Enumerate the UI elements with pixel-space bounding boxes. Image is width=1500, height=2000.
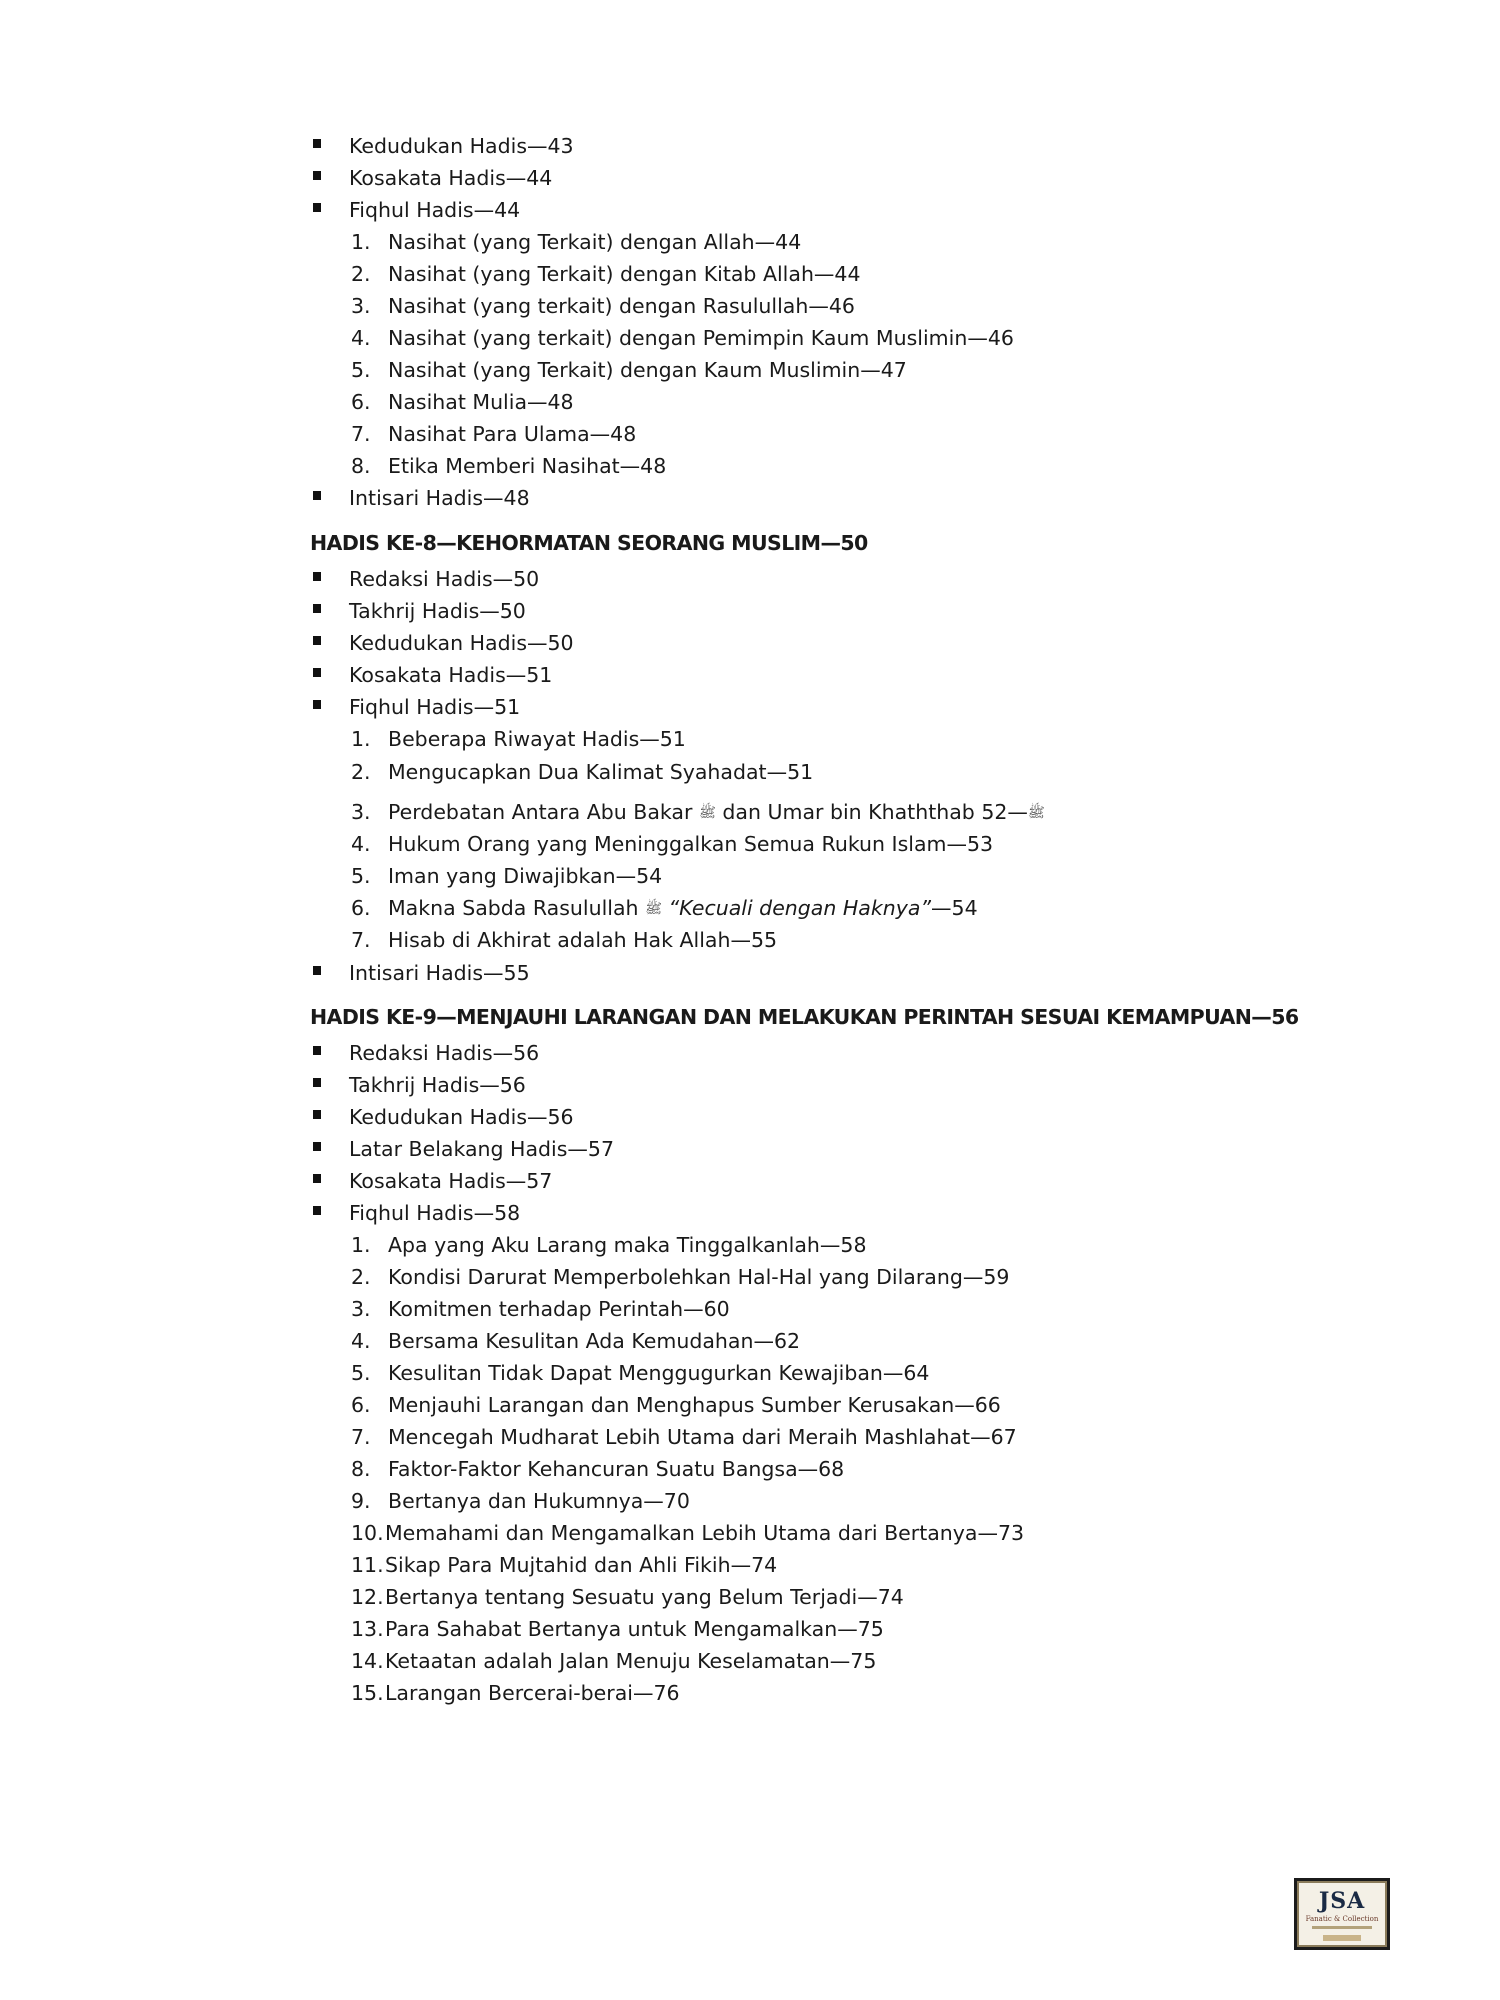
bullet-icon [313,636,321,645]
bullet-icon [313,700,321,709]
bullet-icon [313,604,321,613]
logo-frame [1297,1881,1387,1947]
bullet-icon [313,572,321,581]
bullet-icon [313,1142,321,1151]
logo-mark: JSA [1318,1888,1366,1914]
honorific-glyph: ﷺ [645,901,662,917]
bullet-icon [313,139,321,148]
honorific-glyph: ﷺ [1027,805,1045,821]
logo-subtitle: Fanatic & Collection [1305,1915,1379,1923]
logo-stand [1323,1935,1361,1941]
bullet-icon [313,1174,321,1183]
bullet-icon [313,203,321,212]
section-heading: HADIS KE-8—KEHORMATAN SEORANG MUSLIM—50 [310,531,868,555]
bullet-icon [313,966,321,975]
honorific-glyph: ﷺ [698,805,716,821]
bullet-icon [313,668,321,677]
bullet-icon [313,171,321,180]
bullet-icon [313,1046,321,1055]
section-heading: HADIS KE-9—MENJAUHI LARANGAN DAN MELAKUKAN PERINTAH SESUAI KEMAMPUAN—56 [310,1005,1299,1029]
bullet-icon [313,1078,321,1087]
jsa-logo [1294,1878,1390,1950]
logo-underline [1312,1926,1372,1929]
bullet-icon [313,491,321,500]
bullet-icon [313,1206,321,1215]
table-of-contents: Kedudukan Hadis—43 Kosakata Hadis—44 Fiqhul Hadis—44 1. Nasihat (yang Terkait) dengan Allah—44 2. Nasihat (yang Terkait) dengan Kitab Allah—44 3. Nasihat (yang terkait) dengan Rasulullah—46 4. Nasihat (yang terkait) dengan Pemimpin Kaum Muslimin—46 5. Nasihat (yang Terkait) dengan Kaum Muslimin—47 6. Nasihat Mulia—48 7. Nasihat Para Ulama—48 8. Etika Memberi Nasihat—48 Intisari Hadis—48 HADIS KE-8—KEHORMATAN SEORANG MUSLIM—50 Redaksi Hadis—50 Takhrij Hadis—50 Kedudukan Hadis—50 Kosakata Hadis—51 Fiqhul Hadis—51 1. Beberapa Riwayat Hadis—51 2. Mengucapkan Dua Kalimat Syahadat—51 3. Perdebatan Antara Abu Bakar ﷺ dan Umar bin Khaththab ﷺ—52 4. Hukum Orang yang Meninggalkan Semua Rukun Islam—53 5. Iman yang Diwajibkan—54 6. Makna Sabda Rasulullah ﷺ “Kecuali dengan Haknya”—54 7. Hisab di Akhirat adalah Hak Allah—55 Intisari Hadis—55 HADIS KE-9—MENJAUHI LARANGAN DAN MELAKUKAN PERINTAH SESUAI KEMAMPUAN—56 Redaksi Hadis—56 Takhrij Hadis—56 Kedudukan Hadis—56 Latar Belakang Hadis—57 Kosakata Hadis—57 Fiqhul Hadis—58 1. Apa yang Aku Larang maka Tinggalkanlah—58 2. Kondisi Darurat Memperbolehkan Hal-Hal yang Dilarang—59 3. Komitmen terhadap Perintah—60 4. Bersama Kesulitan Ada Kemudahan—62 5. Kesulitan Tidak Dapat Menggugurkan Kewajiban—64 6. Menjauhi Larangan dan Menghapus Sumber Kerusakan—66 7. Mencegah Mudharat Lebih Utama dari Meraih Mashlahat—67 8. Faktor-Faktor Kehancuran Suatu Bangsa—68 9. Bertanya dan Hukumnya—70 10. Memahami dan Mengamalkan Lebih Utama dari Bertanya—73 11. Sikap Para Mujtahid dan Ahli Fikih—74 12. Bertanya tentang Sesuatu yang Belum Terjadi—74 13. Para Sahabat Bertanya untuk Mengamalkan—75 14. Ketaatan adalah Jalan Menuju Keselamatan—75 15. Larangan Bercerai-berai—76 [310,134,1299,1705]
bullet-icon [313,1110,321,1119]
